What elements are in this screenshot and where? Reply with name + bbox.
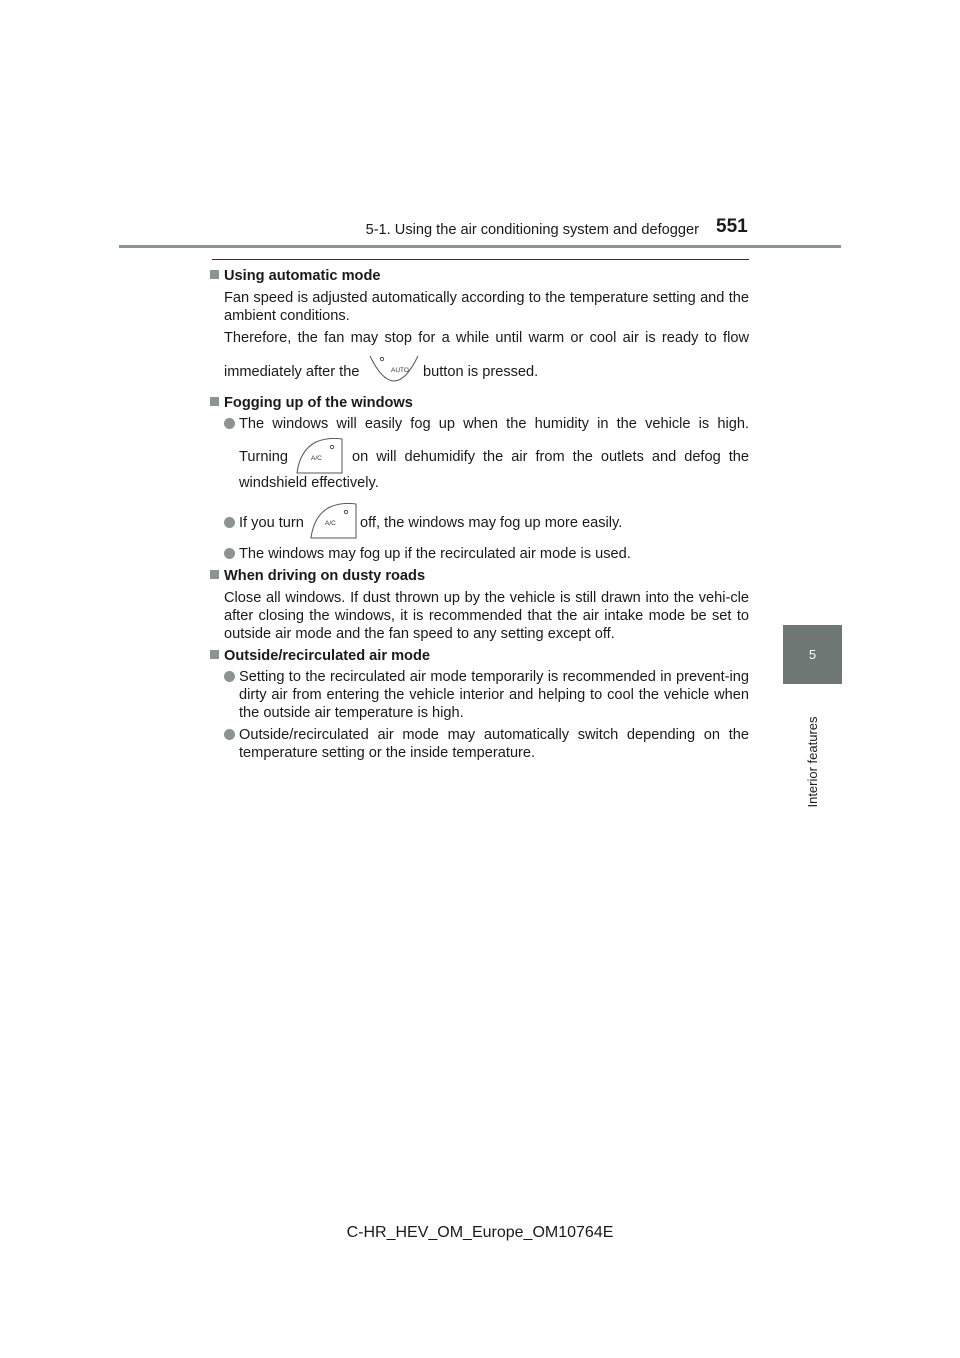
auto-button-icon: [368, 355, 420, 383]
section-heading-dusty-roads: When driving on dusty roads: [210, 567, 425, 585]
fogging-bullet-2-after: off, the windows may fog up more easily.: [360, 515, 623, 531]
bullet-icon: [224, 729, 235, 740]
fogging-bullet-2-before: If you turn: [239, 515, 304, 531]
paragraph-fan-stop: Therefore, the fan may stop for a while until warm or cool air is ready to flow: [224, 330, 749, 346]
auto-line-after: button is pressed.: [423, 364, 539, 380]
svg-text:AUTO: AUTO: [391, 367, 409, 374]
header-rule: [119, 245, 841, 248]
chapter-tab-label: Interior features: [805, 716, 820, 808]
fogging-bullet-1-line-2: on will dehumidify the air from the outlets and defog the: [352, 449, 749, 465]
auto-line-before: immediately after the: [224, 364, 360, 380]
ac-button-icon: [296, 438, 344, 474]
bullet-icon: [224, 517, 235, 528]
section-heading-fogging: Fogging up of the windows: [210, 394, 413, 412]
heading-square-icon: [210, 270, 219, 279]
page-number: 551: [716, 216, 748, 237]
content-top-rule: [212, 259, 749, 260]
fogging-bullet-1-line-3: windshield effectively.: [239, 475, 379, 491]
recirculated-bullet-1: Setting to the recirculated air mode temporarily is recommended in prevent-ing dirty air from entering the vehicle interior and helping to cool the vehicle when the outside air temperature is high.: [239, 669, 749, 721]
recirculated-bullet-2: Outside/recirculated air mode may automatically switch depending on the temperature setting or the inside temperature.: [239, 727, 749, 761]
svg-text:A/C: A/C: [325, 520, 336, 527]
header-title: 5-1. Using the air conditioning system and defogger: [365, 222, 699, 238]
heading-square-icon: [210, 650, 219, 659]
paragraph-automatic-fan-speed: Fan speed is adjusted automatically according to the temperature setting and the ambient conditions.: [224, 290, 749, 324]
fogging-bullet-3: The windows may fog up if the recirculated air mode is used.: [239, 546, 631, 562]
bullet-icon: [224, 418, 235, 429]
fogging-bullet-1-line-1: The windows will easily fog up when the humidity in the vehicle is high.: [239, 416, 749, 432]
fogging-turning-label: Turning: [239, 449, 288, 465]
section-heading-automatic-mode: Using automatic mode: [210, 267, 381, 285]
section-heading-recirculated-mode: Outside/recirculated air mode: [210, 647, 430, 665]
svg-text:A/C: A/C: [311, 455, 322, 462]
heading-square-icon: [210, 397, 219, 406]
bullet-icon: [224, 548, 235, 559]
ac-button-icon: [310, 503, 358, 539]
chapter-tab-number: 5: [783, 625, 842, 684]
bullet-icon: [224, 671, 235, 682]
footer-document-code: C-HR_HEV_OM_Europe_OM10764E: [346, 1224, 614, 1241]
paragraph-dusty-roads: Close all windows. If dust thrown up by the vehicle is still drawn into the vehi-cle after closing the windows, it is recommended that the air intake mode be set to outside air mode and the fan speed to any setting except off.: [224, 590, 749, 642]
heading-square-icon: [210, 570, 219, 579]
